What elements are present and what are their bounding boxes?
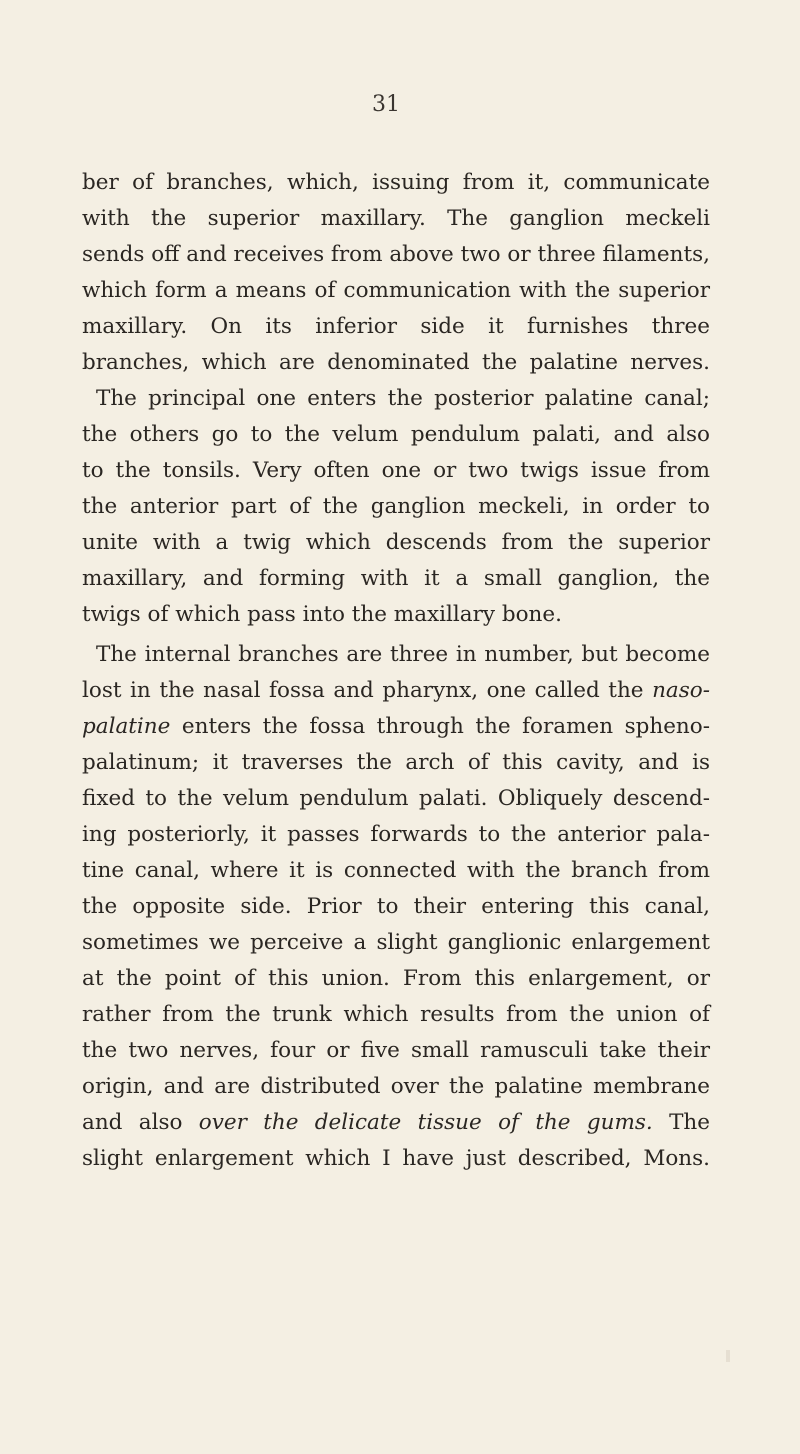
text-line: at the point of this union. From this enlargement, or (82, 966, 710, 991)
text-line (82, 1105, 710, 1141)
italic-term: naso- (652, 678, 710, 703)
text-line: the anterior part of the ganglion meckeli, in order to (82, 494, 710, 519)
text-line: ber of branches, which, issuing from it, communicate (82, 170, 710, 195)
italic-phrase: over the delicate tissue of the gums. (198, 1110, 653, 1135)
text-run: and also (82, 1110, 199, 1135)
text-line: origin, and are distributed over the palatine membrane (82, 1074, 710, 1099)
text-line (82, 709, 710, 745)
text-line (82, 673, 710, 709)
text-line: The principal one enters the posterior palatine canal; (96, 386, 710, 411)
text-line: slight enlargement which I have just described, Mons. (82, 1146, 710, 1171)
text-line: twigs of which pass into the maxillary bone. (82, 602, 562, 627)
text-line: palatinum; it traverses the arch of this cavity, and is (82, 750, 710, 775)
text-run: enters the fossa through the foramen spheno- (170, 714, 710, 739)
text-line: with the superior maxillary. The ganglion meckeli (82, 206, 710, 231)
text-line: the two nerves, four or five small ramusculi take their (82, 1038, 710, 1063)
text-line: tine canal, where it is connected with the branch from (82, 858, 710, 883)
text-line: maxillary, and forming with it a small ganglion, the (82, 566, 710, 591)
text-line: ing posteriorly, it passes forwards to the anterior pala- (82, 822, 710, 847)
text-line: the opposite side. Prior to their entering this canal, (82, 894, 710, 919)
text-line: fixed to the velum pendulum palati. Obliquely descend- (82, 786, 710, 811)
text-run: lost in the nasal fossa and pharynx, one called the (82, 678, 653, 703)
paper-mark (726, 1350, 730, 1362)
text-line: rather from the trunk which results from the union of (82, 1002, 710, 1027)
text-line: maxillary. On its inferior side it furnishes three (82, 314, 710, 339)
text-line: sends off and receives from above two or three filaments, (82, 242, 710, 267)
text-line: the others go to the velum pendulum palati, and also (82, 422, 710, 447)
text-line: to the tonsils. Very often one or two twigs issue from (82, 458, 710, 483)
page-number: 31 (372, 92, 400, 117)
italic-term: palatine (82, 714, 171, 739)
text-line: unite with a twig which descends from the superior (82, 530, 710, 555)
text-line: sometimes we perceive a slight ganglionic enlargement (82, 930, 710, 955)
text-line: branches, which are denominated the palatine nerves. (82, 350, 710, 375)
text-line: which form a means of communication with the superior (82, 278, 710, 303)
text-line: The internal branches are three in number, but become (96, 642, 710, 667)
text-run: The (652, 1110, 711, 1135)
